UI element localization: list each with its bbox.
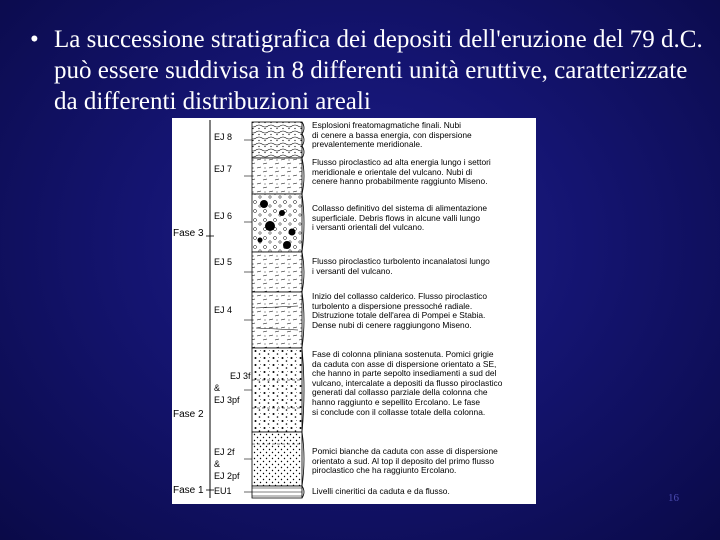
description-ej6: Collasso definitivo del sistema di alimentazione superficiale. Debris flows in alcune valli lungo i versanti orientali del vulcano. [312, 203, 488, 233]
unit-label-eu1: EU1 [214, 486, 232, 496]
unit-label-ej3pf: EJ 3pf [214, 395, 240, 405]
layer-ej7 [252, 158, 302, 194]
page-number: 16 [668, 492, 679, 504]
phase-label-2: Fase 2 [173, 409, 204, 420]
unit-label-ampersand-3: & [214, 383, 221, 393]
stratigraphic-figure [172, 118, 536, 504]
bullet-dot: • [30, 26, 39, 53]
description-ej7: Flusso piroclastico ad alta energia lungo i settori meridionale e orientale del vulcano. Nubi di cenere hanno probabilmente raggiunto Miseno. [312, 157, 491, 187]
layer-eu1 [252, 486, 302, 498]
unit-label-ej5: EJ 5 [214, 257, 233, 267]
phase-label-1: Fase 1 [173, 485, 204, 496]
unit-label-ej4: EJ 4 [214, 305, 233, 315]
unit-label-ej2f: EJ 2f [214, 447, 235, 457]
unit-label-ampersand-2: & [214, 459, 221, 469]
layer-ej8 [252, 122, 302, 158]
layer-ej3 [252, 348, 302, 432]
unit-label-ej7: EJ 7 [214, 164, 233, 174]
description-ej4: Inizio del collasso calderico. Flusso piroclastico turbolento a dispersione pressoché radiale. Distruzione totale dell'area di Pompei e Stabia. Dense nubi di cenere raggiungono Miseno. [312, 291, 488, 330]
description-ej5: Flusso piroclastico turbolento incanalatosi lungo i versanti del vulcano. [312, 256, 490, 276]
layer-ej6 [252, 194, 302, 252]
description-eu1: Livelli cineritici da caduta e da flusso. [312, 486, 450, 496]
bullet-text: La successione stratigrafica dei depositi dell'eruzione del 79 d.C. può essere suddivisa in 8 differenti unità eruttive, caratterizzate da differenti distribuzioni areali [54, 26, 703, 115]
layer-ej2 [252, 432, 302, 486]
description-ej3: Fase di colonna pliniana sostenuta. Pomici grigie da caduta con asse di dispersione orientato a SE, che hanno in parte sepolto insediamenti a sud del vulcano, intercalate a depositi da flusso piroclastico generati dal collasso parziale della colonna che hanno raggiunto e sepellito Ercolano. Le fase si conclude con il collasse totale della colonna. [312, 349, 503, 417]
phase-label-3: Fase 3 [173, 228, 204, 239]
unit-label-ej2pf: EJ 2pf [214, 471, 240, 481]
layer-ej4 [252, 292, 302, 348]
unit-label-ej3f: EJ 3f [230, 371, 251, 381]
description-ej2: Pomici bianche da caduta con asse di dispersione orientato a sud. Al top il deposito del primo flusso piroclastico che ha raggiunto Ercolano. [312, 446, 498, 476]
unit-label-ej8: EJ 8 [214, 132, 233, 142]
description-ej8: Esplosioni freatomagmatiche finali. Nubi di cenere a bassa energia, con dispersione prevalentemente meridionale. [312, 120, 472, 150]
unit-label-ej6: EJ 6 [214, 211, 233, 221]
layer-ej5 [252, 252, 302, 292]
